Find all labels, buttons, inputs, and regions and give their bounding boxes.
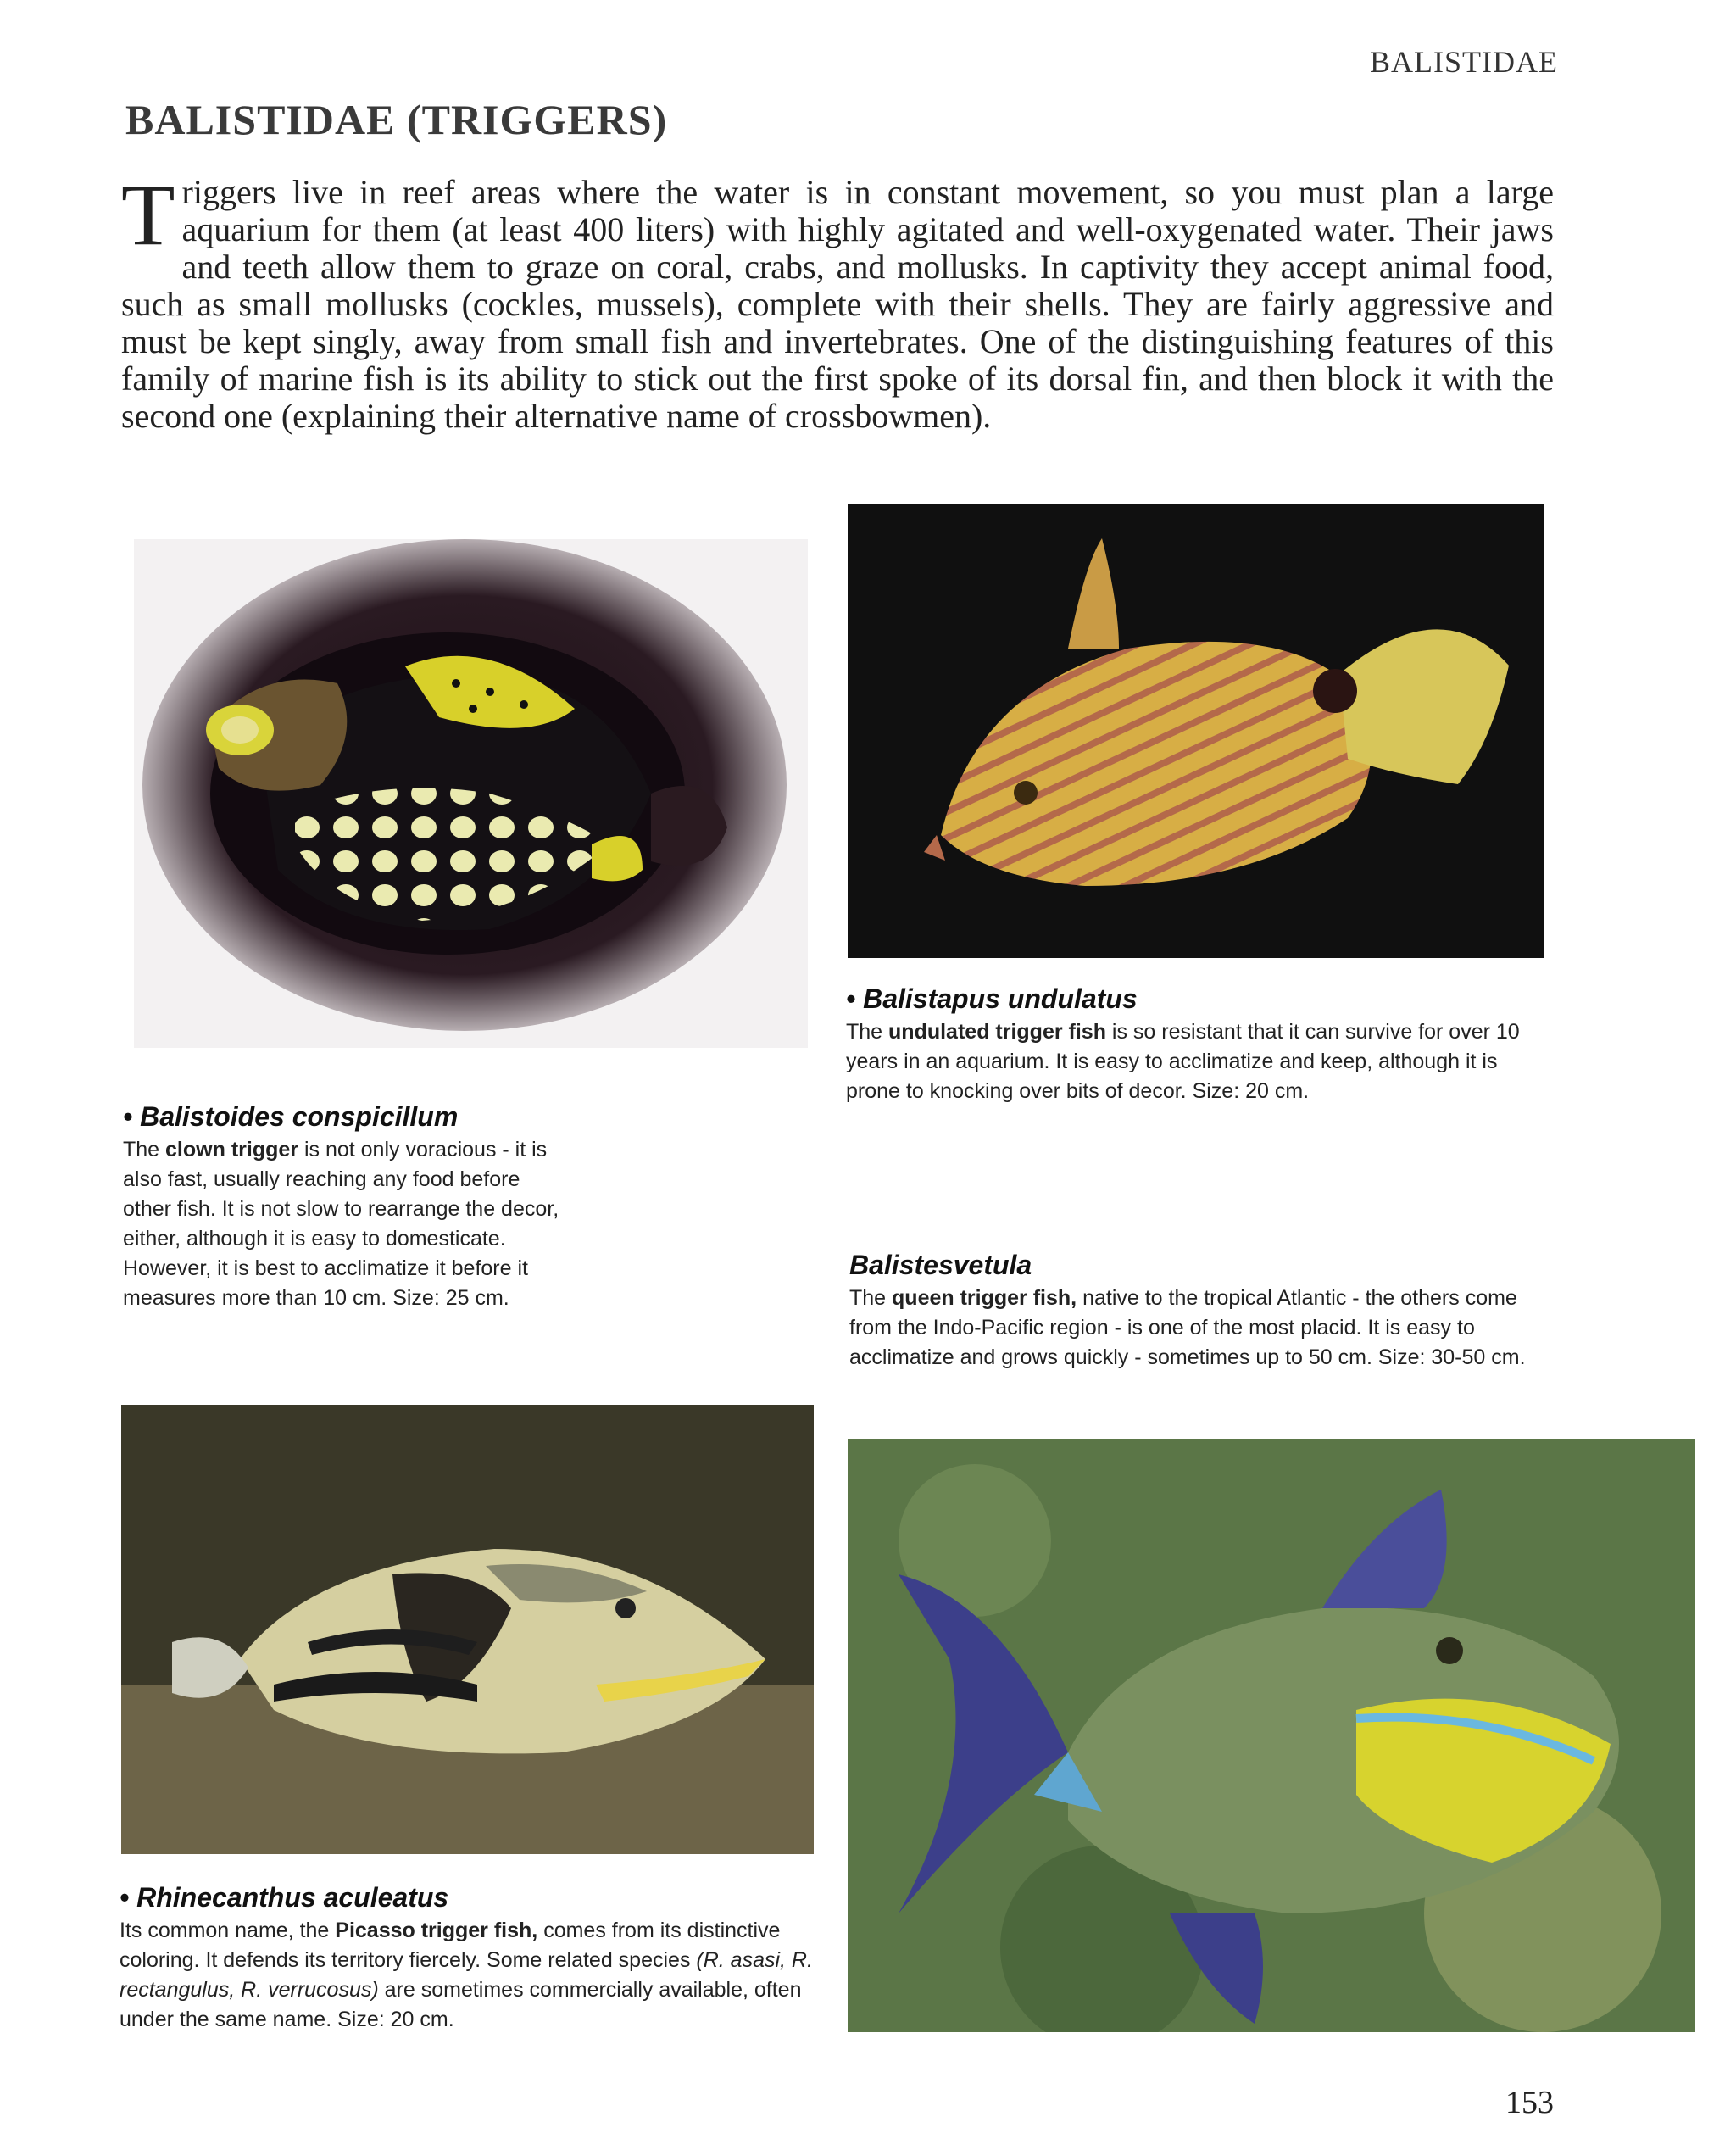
photo-picasso-trigger bbox=[121, 1405, 814, 1854]
caption-rhinecanthus-aculeatus bbox=[120, 1880, 823, 2035]
species-heading: Balistesvetula bbox=[849, 1250, 1032, 1280]
species-description: The undulated trigger fish is so resistant that it can survive for over 10 years in an aquarium. It is easy to acclimatize and keep, although it is prone to knocking over bits of decor. Size: 20 cm. bbox=[846, 1020, 1520, 1103]
caption-balistapus-undulatus bbox=[846, 982, 1524, 1106]
intro-paragraph bbox=[121, 166, 1554, 435]
species-heading: • Rhinecanthus aculeatus bbox=[120, 1882, 449, 1913]
species-heading: • Balistoides conspicillum bbox=[123, 1101, 459, 1132]
queen-trigger-illustration bbox=[848, 1439, 1695, 2032]
page-title: BALISTIDAE (TRIGGERS) bbox=[125, 96, 668, 143]
clown-trigger-illustration bbox=[134, 539, 808, 1048]
picasso-trigger-illustration bbox=[121, 1405, 814, 1854]
caption-balistes-vetula bbox=[849, 1248, 1527, 1373]
species-description: Its common name, the Picasso trigger fish, comes from its distinctive coloring. It defends its territory fiercely. Some related species (R. asasi, R. rectangulus, R. verrucosus) are sometimes commercially available, often under the same name. Size: 20 cm. bbox=[120, 1919, 813, 2031]
undulated-trigger-illustration bbox=[848, 504, 1544, 958]
photo-queen-trigger bbox=[848, 1439, 1695, 2032]
page-number: 153 bbox=[1505, 2085, 1554, 2120]
drop-cap: T bbox=[121, 166, 175, 264]
species-heading: • Balistapus undulatus bbox=[846, 983, 1138, 1014]
running-head: BALISTIDAE bbox=[1370, 45, 1558, 79]
caption-balistoides-conspicillum bbox=[123, 1100, 564, 1313]
species-description: The clown trigger is not only voracious - it is also fast, usually reaching any food before other fish. It is not slow to rearrange the decor, either, although it is easy to domesticate. However, it is best to acclimatize it before it measures more than 10 cm. Size: 25 cm. bbox=[123, 1138, 559, 1310]
intro-text: riggers live in reef areas where the water is in constant movement, so you must plan a large aquarium for them (at least 400 liters) with highly agitated and well-oxygenated water. Their jaws and teeth allow them to graze on coral, crabs, and mollusks. In captivity they accept animal food, such as small mollusks (cockles, mussels), complete with their shells. They are fairly aggressive and must be kept singly, away from small fish and invertebrates. One of the distinguishing features of this family of marine fish is its ability to stick out the first spoke of its dorsal fin, and then block it with the second one (explaining their alternative name of crossbowmen). bbox=[121, 173, 1554, 435]
species-description: The queen trigger fish, native to the tropical Atlantic - the others come from the Indo-Pacific region - is one of the most placid. It is easy to acclimatize and grows quickly - sometimes up to 50 cm. Size: 30-50 cm. bbox=[849, 1286, 1526, 1369]
photo-clown-trigger bbox=[134, 539, 808, 1048]
photo-undulated-trigger bbox=[848, 504, 1544, 958]
